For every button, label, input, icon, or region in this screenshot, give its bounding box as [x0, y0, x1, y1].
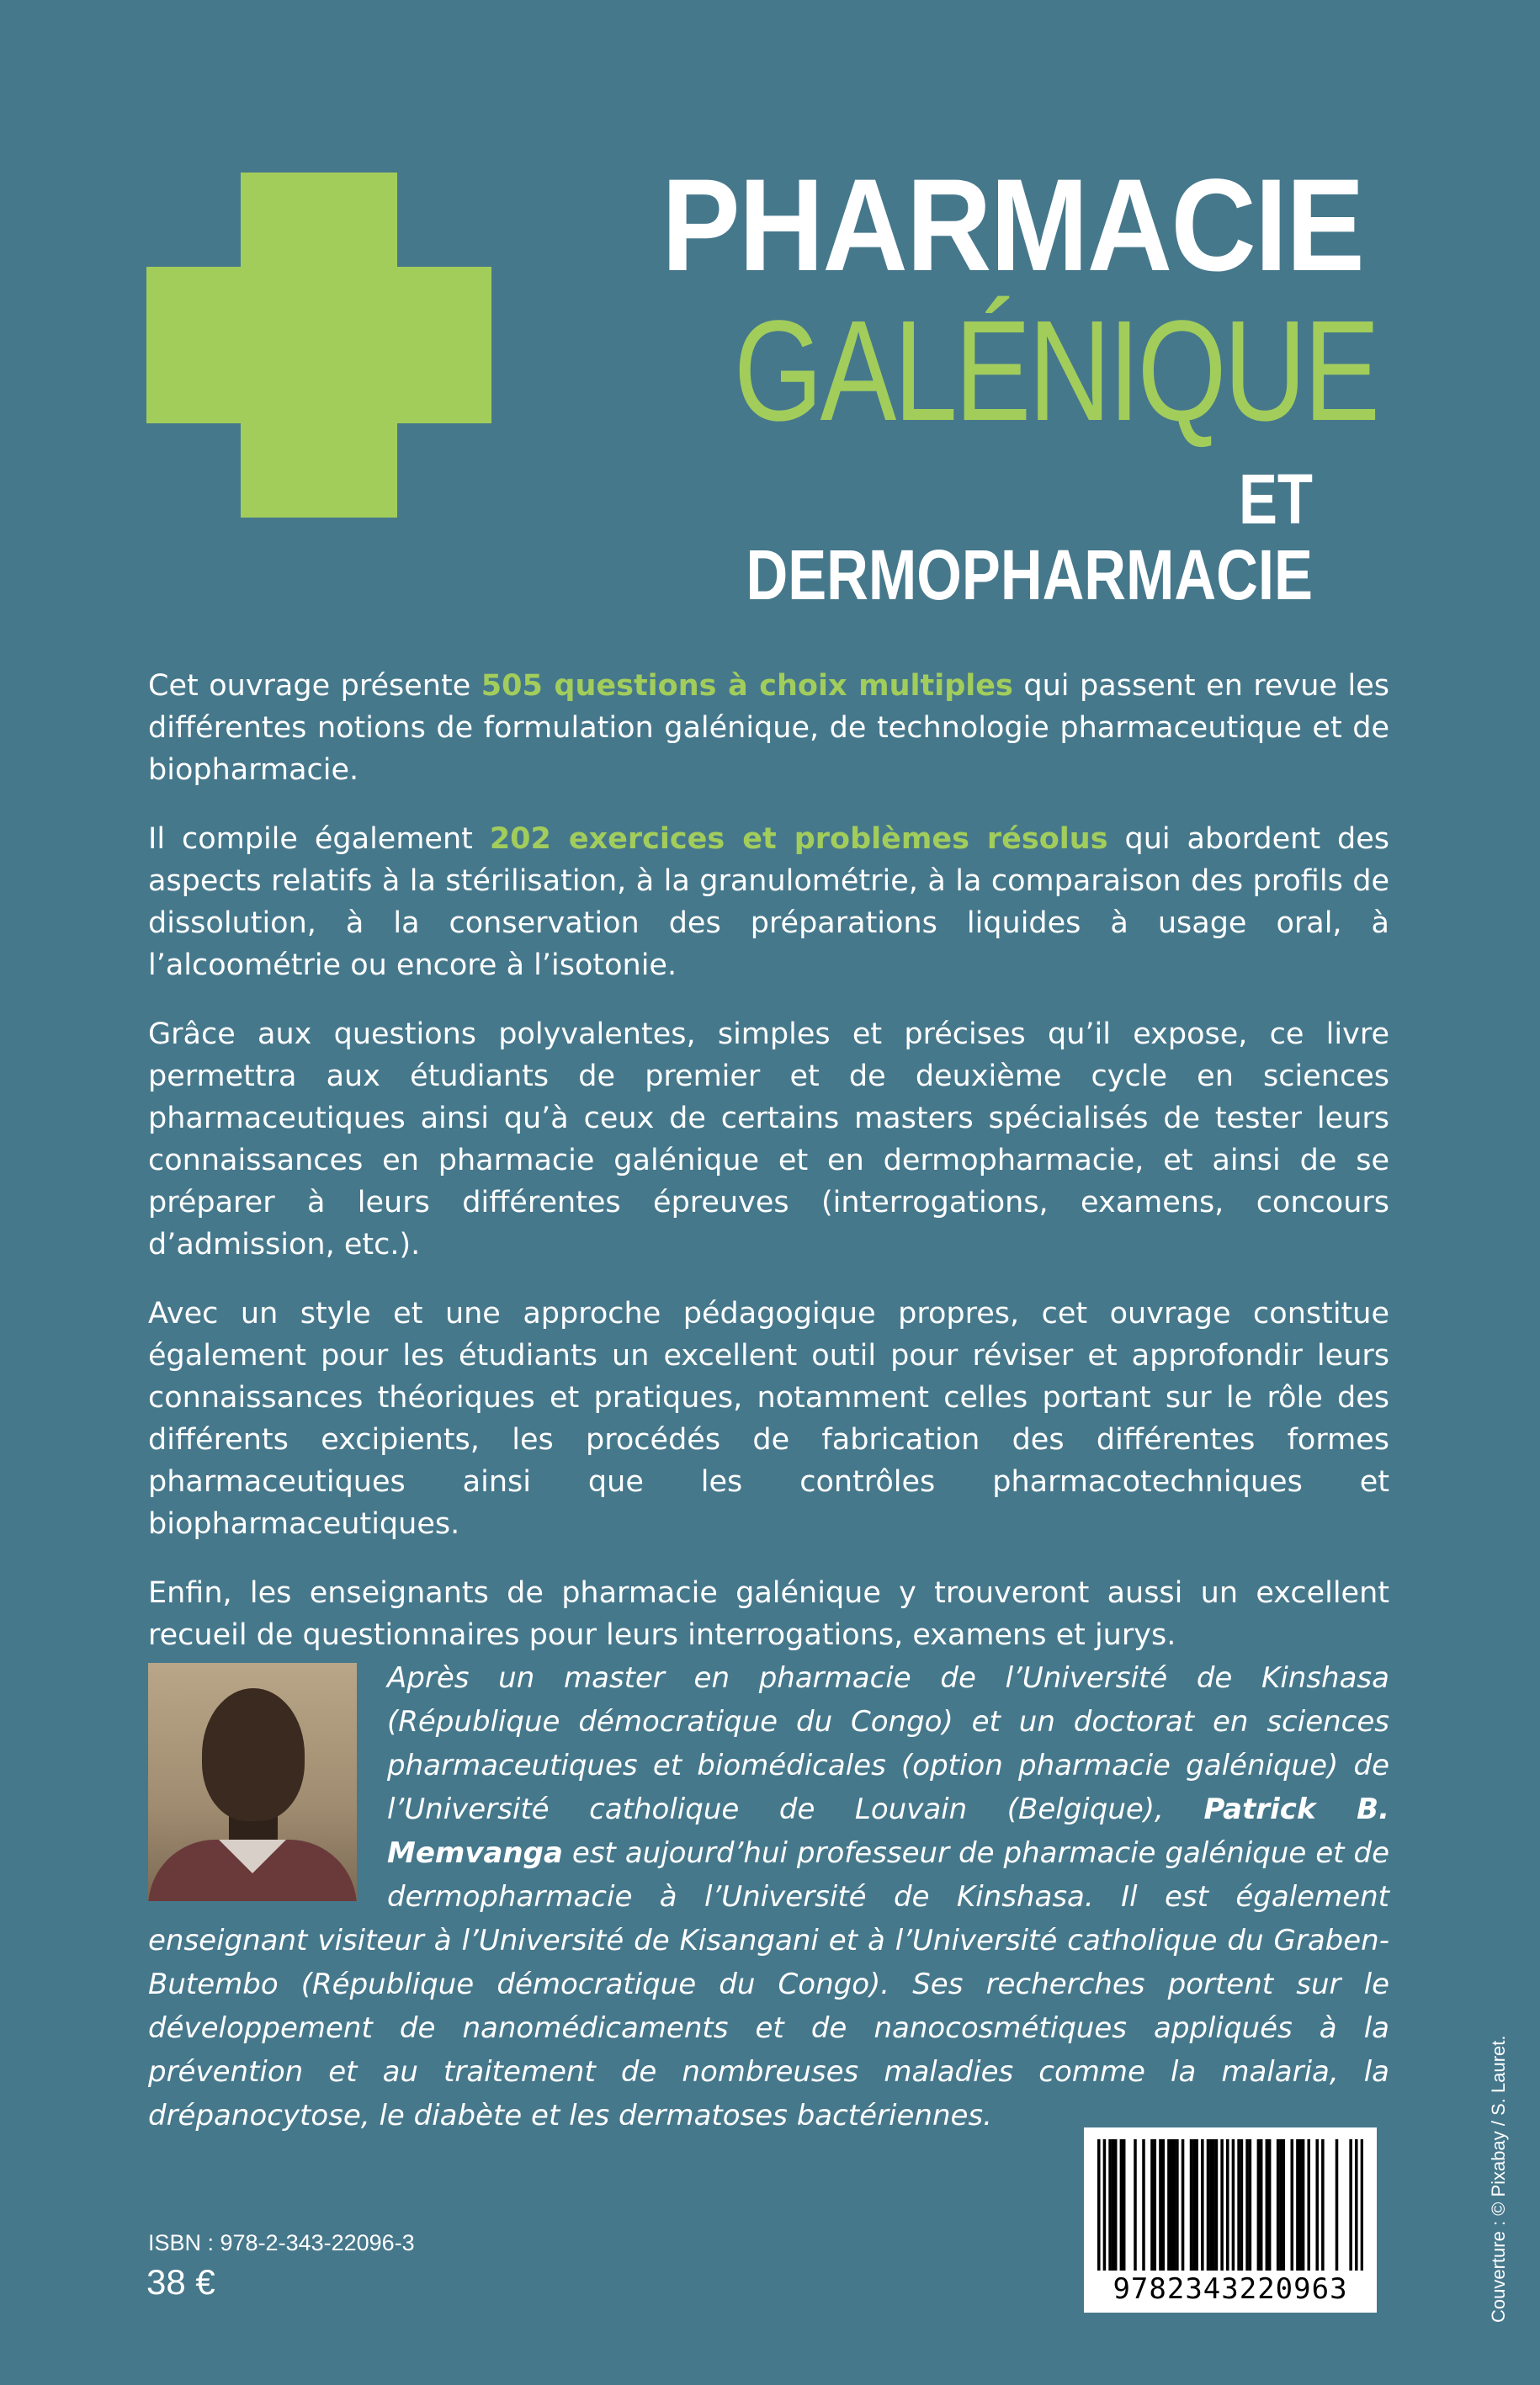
barcode-bar [1277, 2139, 1280, 2271]
barcode-bar [1114, 2139, 1118, 2271]
barcode-bar [1112, 2139, 1115, 2271]
barcode-bar [1232, 2139, 1235, 2271]
barcode-bar [1315, 2139, 1319, 2271]
barcode-bar [1355, 2139, 1358, 2271]
description-paragraph-2 [148, 818, 1389, 986]
barcode-bar [1245, 2139, 1249, 2271]
barcode-bar [1201, 2139, 1204, 2271]
barcode-bars [1097, 2139, 1363, 2271]
barcode-bar [1257, 2139, 1261, 2271]
barcode-bar [1167, 2139, 1171, 2271]
barcode-bar [1159, 2139, 1162, 2271]
price: 38 € [146, 2262, 215, 2302]
green-cross-icon [146, 173, 491, 518]
title-line-3: ET DERMOPHARMACIE [746, 459, 1313, 614]
barcode-bar [1192, 2139, 1196, 2271]
barcode-bar [1209, 2139, 1213, 2271]
barcode-bar [1207, 2139, 1210, 2271]
barcode-bar [1182, 2139, 1185, 2271]
barcode-bar [1154, 2139, 1157, 2271]
barcode [1084, 2127, 1377, 2313]
barcode-bar [1173, 2139, 1176, 2271]
barcode-bar [1336, 2139, 1339, 2271]
isbn: ISBN : 978-2-343-22096-3 [148, 2230, 415, 2255]
barcode-bar [1307, 2139, 1310, 2271]
cross-horizontal-bar [146, 267, 491, 423]
barcode-bar [1302, 2139, 1305, 2271]
barcode-bar [1291, 2139, 1294, 2271]
p2-highlight: 202 exercices et problèmes résolus [489, 822, 1108, 856]
barcode-bar [1220, 2139, 1224, 2271]
p2-text-before: Il compile également [148, 822, 490, 856]
description-paragraph-4: Avec un style et une approche pédagogique propres, cet ouvrage constitue également pour les étudiants un excellent outil pour réviser et approfondir leurs connaissances théoriques et pratiques, notamment celles portant sur le rôle des différents excipients, les procédés de fabrication des différentes formes pharmaceutiques ainsi que les contrôles pharmacotechniques et biopharmaceutiques. [148, 1297, 1389, 1541]
barcode-bar [1296, 2139, 1299, 2271]
barcode-bar [1170, 2139, 1173, 2271]
barcode-bar [1321, 2139, 1325, 2271]
author-photo [148, 1663, 357, 1901]
author-name: Patrick B. Memvanga [387, 1793, 1389, 1870]
author-bio [148, 1656, 1389, 2138]
book-description [148, 665, 1389, 1683]
barcode-bar [1097, 2139, 1101, 2271]
description-paragraph-1 [148, 665, 1389, 791]
barcode-bar [1176, 2139, 1179, 2271]
barcode-bar [1249, 2139, 1252, 2271]
barcode-bar [1361, 2139, 1363, 2271]
title-line-2: GALÉNIQUE [734, 291, 1378, 451]
cover-credit: Couverture : © Pixabay / S. Lauret. [1488, 2035, 1509, 2323]
p1-text-before: Cet ouvrage présente [148, 669, 481, 703]
barcode-bar [1142, 2139, 1145, 2271]
barcode-bar [1134, 2139, 1137, 2271]
barcode-bar [1226, 2139, 1229, 2271]
barcode-bar [1349, 2139, 1352, 2271]
bio-text-after: est aujourd’hui professeur de pharmacie galénique et de dermopharmacie à l’Université de Kinshasa. Il est également enseignant visiteur à l’Université de Kisangani et à l’Université catholique du Graben-Butembo (République démocratique du Congo). Ses recherches portent sur le développement de nanomédicaments et de nanocosmétiques appliqués à la prévention et au traitement de nombreuses maladies comme la malaria, la drépanocytose, le diabète et les dermatoses bactériennes. [148, 1836, 1389, 2133]
barcode-bar [1123, 2139, 1126, 2271]
barcode-bar [1150, 2139, 1154, 2271]
barcode-bar [1215, 2139, 1219, 2271]
barcode-bar [1260, 2139, 1263, 2271]
barcode-bar [1108, 2139, 1112, 2271]
barcode-bar [1162, 2139, 1166, 2271]
barcode-bar [1103, 2139, 1107, 2271]
p1-text-after: qui passent en revue les différentes notions de formulation galénique, de technologie pharmaceutique et de biopharmacie. [148, 669, 1390, 787]
barcode-digits: 9782343220963 [1113, 2272, 1348, 2306]
barcode-bar [1282, 2139, 1286, 2271]
barcode-bar [1240, 2139, 1244, 2271]
p2-text-after: qui abordent des aspects relatifs à la stérilisation, à la granulométrie, à la comparaison des profils de dissolution, à la conservation des préparations liquides à usage oral, à l’alcoométrie ou encore à l’isotonie. [148, 822, 1389, 982]
barcode-bar [1279, 2139, 1282, 2271]
barcode-bar [1120, 2139, 1123, 2271]
barcode-bar [1298, 2139, 1302, 2271]
book-title [589, 152, 1378, 614]
description-paragraph-3: Grâce aux questions polyvalentes, simples et précises qu’il expose, ce livre permettra aux étudiants de premier et de deuxième cycle en sciences pharmaceutiques ainsi qu’à ceux de certains masters spécialisés de tester leurs connaissances en pharmacie galénique et en dermopharmacie, et ainsi de se préparer à leurs différentes épreuves (interrogations, examens, concours d’admission, etc.). [148, 1017, 1389, 1262]
barcode-bar [1266, 2139, 1269, 2271]
title-line-1: PHARMACIE [661, 152, 1364, 299]
barcode-bar [1195, 2139, 1198, 2271]
description-paragraph-5: Enfin, les enseignants de pharmacie galénique y trouveront aussi un excellent recueil de questionnaires pour leurs interrogations, examens et jurys. [148, 1576, 1389, 1652]
bio-text-before: Après un master en pharmacie de l’Université de Kinshasa (République démocratique du Congo) et un doctorat en sciences pharmaceutiques et biomédicales (option pharmacie galénique) de l’Université catholique de Louvain (Belgique), [387, 1661, 1389, 1826]
barcode-bar [1212, 2139, 1215, 2271]
barcode-bar [1190, 2139, 1193, 2271]
barcode-bar [1268, 2139, 1272, 2271]
p1-highlight: 505 questions à choix multiples [481, 669, 1013, 703]
barcode-bar [1237, 2139, 1240, 2271]
